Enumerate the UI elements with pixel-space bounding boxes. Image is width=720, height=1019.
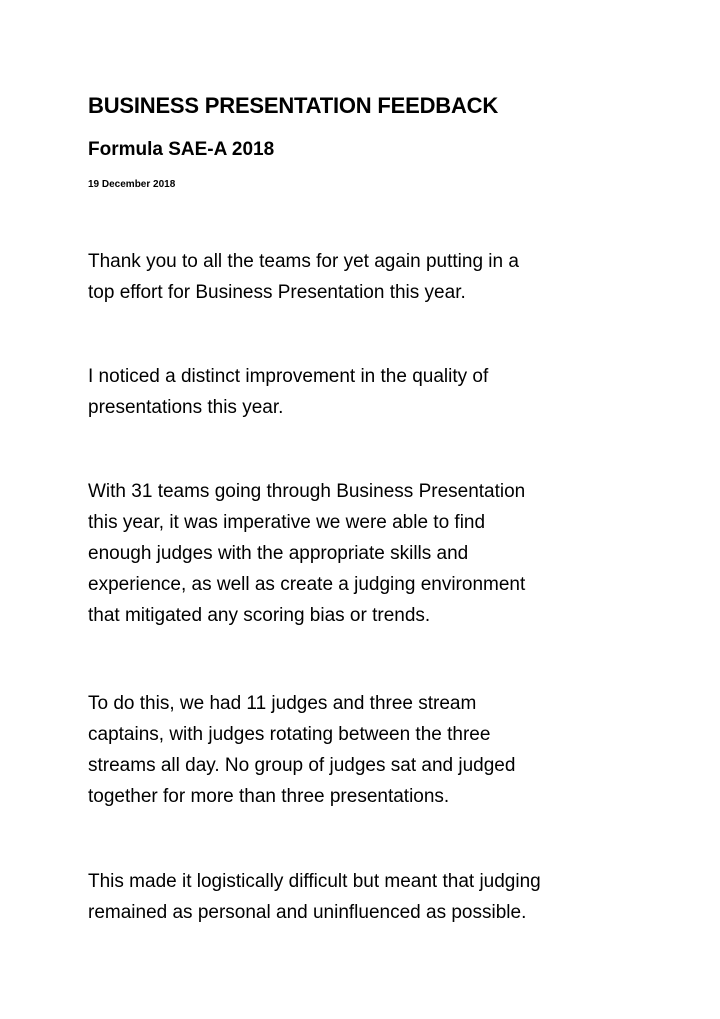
- paragraph-improvement: I noticed a distinct improvement in the quality of presentations this year.: [88, 366, 489, 418]
- paragraph-thank-you: Thank you to all the teams for yet again putting in a top effort for Business Presentation this year.: [88, 251, 519, 303]
- paragraph-logistics: This made it logistically difficult but meant that judging remained as personal and uninfluenced as possible.: [88, 871, 541, 923]
- document-subtitle: Formula SAE-A 2018: [88, 139, 275, 160]
- document-title: BUSINESS PRESENTATION FEEDBACK: [88, 93, 499, 118]
- paragraph-judges-needed: With 31 teams going through Business Presentation this year, it was imperative we were able to find enough judges with the appropriate skills and experience, as well as create a judging environment that mitigated any scoring bias or trends.: [88, 481, 526, 626]
- paragraph-judging-setup: To do this, we had 11 judges and three stream captains, with judges rotating between the three streams all day. No group of judges sat and judged together for more than three presentations.: [88, 693, 516, 807]
- document-date: 19 December 2018: [88, 179, 176, 190]
